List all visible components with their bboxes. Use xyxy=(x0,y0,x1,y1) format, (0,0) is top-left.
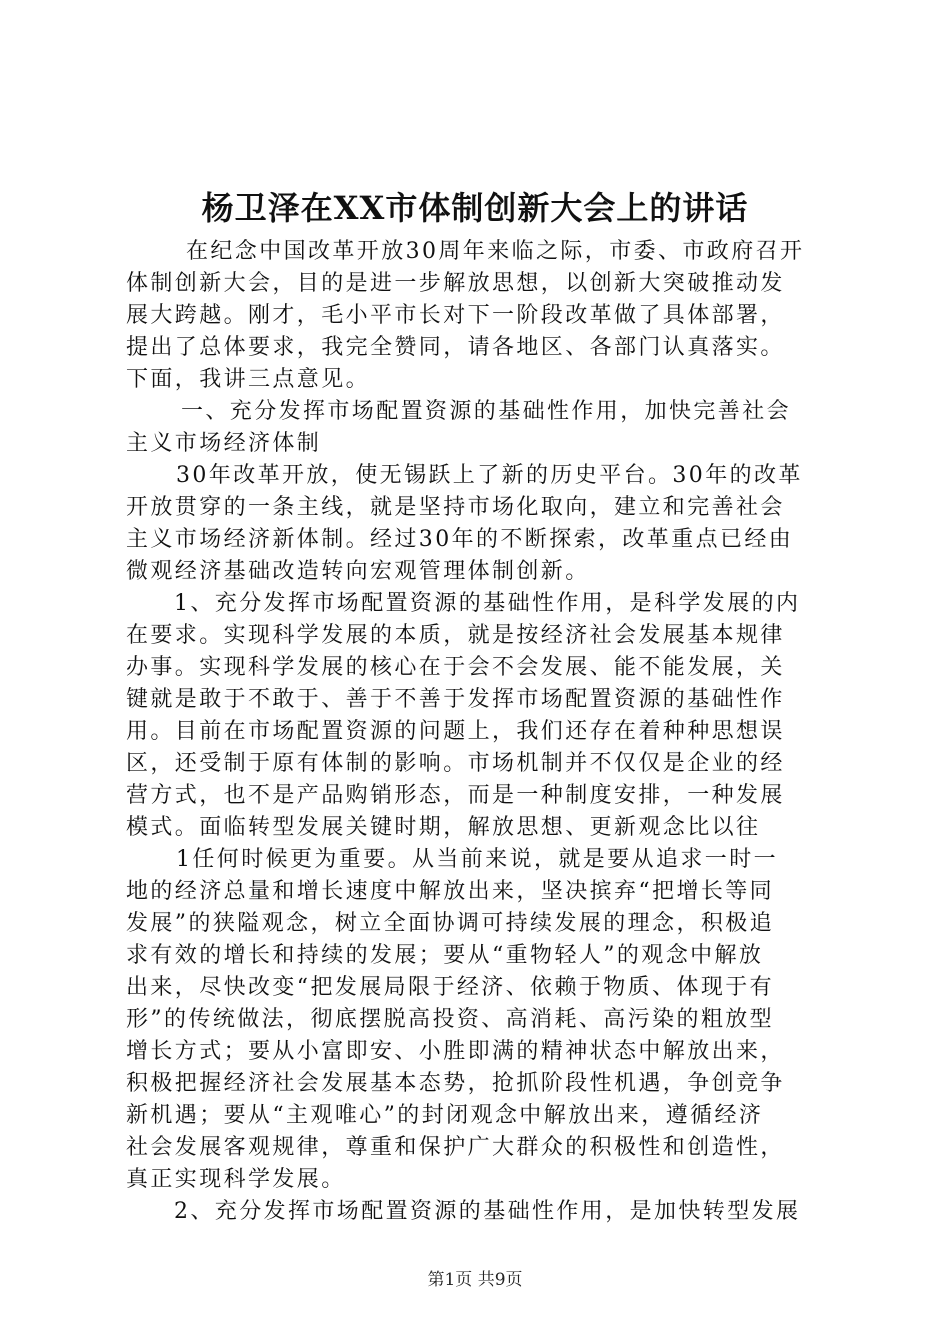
text-line: 真正实现科学发展。 xyxy=(126,1167,346,1192)
text-line: 下面，我讲三点意见。 xyxy=(126,367,371,392)
text-line: 积极把握经济社会发展基本态势，抢抓阶段性机遇，争创竞争 xyxy=(126,1071,785,1096)
section-heading-line: 一、充分发挥市场配置资源的基础性作用，加快完善社会 xyxy=(181,399,792,424)
text-line: 新机遇；要从“主观唯心”的封闭观念中解放出来，遵循经济 xyxy=(126,1103,764,1128)
text-line: 30年改革开放，使无锡跃上了新的历史平台。30年的改革 xyxy=(176,463,803,488)
text-line: 办事。实现科学发展的核心在于会不会发展、能不能发展，关 xyxy=(126,655,785,680)
text-line: 1、充分发挥市场配置资源的基础性作用，是科学发展的内 xyxy=(174,591,801,616)
text-line: 形”的传统做法，彻底摆脱高投资、高消耗、高污染的粗放型 xyxy=(126,1007,775,1032)
text-line: 增长方式；要从小富即安、小胜即满的精神状态中解放出来， xyxy=(126,1039,785,1064)
text-line: 求有效的增长和持续的发展；要从“重物轻人”的观念中解放 xyxy=(126,943,764,968)
text-line: 键就是敢于不敢于、善于不善于发挥市场配置资源的基础性作 xyxy=(126,687,785,712)
text-line: 营方式，也不是产品购销形态，而是一种制度安排，一种发展 xyxy=(126,783,785,808)
text-line: 1任何时候更为重要。从当前来说，就是要从追求一时一 xyxy=(176,847,778,872)
text-line: 在要求。实现科学发展的本质，就是按经济社会发展基本规律 xyxy=(126,623,785,648)
text-line: 用。目前在市场配置资源的问题上，我们还存在着种种思想误 xyxy=(126,719,785,744)
text-line: 出来，尽快改变“把发展局限于经济、依赖于物质、体现于有 xyxy=(126,975,775,1000)
section-heading-line: 主义市场经济体制 xyxy=(126,431,322,456)
document-title: 杨卫泽在XX市体制创新大会上的讲话 xyxy=(201,189,749,227)
text-line: 地的经济总量和增长速度中解放出来，坚决摈弃“把增长等同 xyxy=(126,879,775,904)
text-line: 模式。面临转型发展关键时期，解放思想、更新观念比以往 xyxy=(126,815,761,840)
text-line: 社会发展客观规律，尊重和保护广大群众的积极性和创造性， xyxy=(126,1135,785,1160)
text-line: 开放贯穿的一条主线，就是坚持市场化取向，建立和完善社会 xyxy=(126,495,785,520)
page-footer: 第1页 共9页 xyxy=(427,1270,523,1290)
document-body xyxy=(126,236,830,1228)
text-line: 体制创新大会，目的是进一步解放思想，以创新大突破推动发 xyxy=(126,271,785,296)
text-line: 2、充分发挥市场配置资源的基础性作用，是加快转型发展 xyxy=(174,1199,801,1224)
text-line: 在纪念中国改革开放30周年来临之际，市委、市政府召开 xyxy=(186,239,805,264)
text-line: 微观经济基础改造转向宏观管理体制创新。 xyxy=(126,559,590,584)
text-line: 主义市场经济新体制。经过30年的不断探索，改革重点已经由 xyxy=(126,527,794,552)
text-line: 发展”的狭隘观念，树立全面协调可持续发展的理念，积极追 xyxy=(126,911,775,936)
text-line: 提出了总体要求，我完全赞同，请各地区、各部门认真落实。 xyxy=(126,335,785,360)
text-line: 展大跨越。刚才，毛小平市长对下一阶段改革做了具体部署， xyxy=(126,303,785,328)
text-line: 区，还受制于原有体制的影响。市场机制并不仅仅是企业的经 xyxy=(126,751,785,776)
